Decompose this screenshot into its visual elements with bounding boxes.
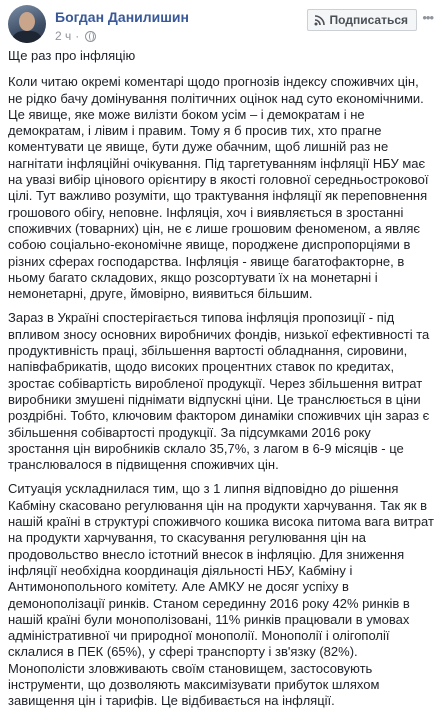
avatar[interactable] [8, 5, 46, 43]
post-time[interactable]: 2 ч [55, 29, 72, 43]
globe-icon [85, 31, 96, 42]
post-body [8, 48, 434, 718]
separator-dot: · [75, 29, 80, 43]
avatar-face [19, 12, 35, 31]
rss-icon [314, 14, 326, 26]
post-header [0, 0, 439, 46]
avatar-suit [11, 31, 43, 43]
subscribe-button[interactable] [307, 9, 417, 31]
post-title: Ще раз про інфляцію [8, 48, 136, 63]
post-paragraph: Зараз в Україні спостерігається типова інфляція пропозиції - під впливом зносу основних виробничих фондів, низької ефективності та продуктивність праці, збільшення вартості обладнання, сировини, напівфабрикатів, щодо високих процентних ставок по кредитах, зростає собівартість виробленої продукції. Через збільшення витрат виробники змушені піднімати відпускні ціни. Це транслюється в ціни роздрібні. Тобто, ключовим фактором динаміки споживчих цін зараз є збільшення собівартості продукції. За підсумками 2016 року зростання цін виробників склало 35,7%, з лагом в 6-9 місяців - це транслювалося в підвищення споживчих цін. [8, 310, 430, 473]
more-icon[interactable]: ••• [422, 10, 433, 25]
post-paragraph: Коли читаю окремі коментарі щодо прогнозів індексу споживчих цін, не рідко бачу домінування політичних оцінок над суто економічними. Це явище, яке може вилізти боком усім – і демократам і не демократам, і лівим і правим. Тому я б просив тих, хто прагне коментувати це явище, бути дуже обачним, щоб лишній раз не нагнітати інфляційні очікування. Під таргетуванням інфляції НБУ має на увазі вибір цінового орієнтиру в якості головної середньострокової цілі. Тут важливо розуміти, що трактування інфляції як переповнення грошового обігу, неповне. Інфляція, хоч і виявляється в зростанні споживчих (товарних) цін, не є лише грошовим феноменом, а являє собою соціально-економічне явище, породжене диспропорціями в різних сферах господарства. Інфляція - явище багатофакторне, в ньому багато складових, якщо розсортувати їх на монетарні і немонетарні, друге, ймовірно, виявиться більшим. [8, 74, 429, 302]
post-paragraph: Ситуація ускладнилася тим, що з 1 липня відповідно до рішення Кабміну скасовано регулювання цін на продукти харчування. Так як в нашій країні в структурі споживчого кошика висока питома вага витрат на продукти харчування, то скасування регулювання цін на продовольство внесло істотний внесок в інфляцію. Для зниження інфляції необхідна координація діяльності НБУ, Кабміну і Антимонопольного комітету. Але АМКУ не досяг успіху в демонополізації ринків. Станом серединну 2016 року 42% ринків в нашій країні були монополізовані, 11% ринків працювали в умовах адміністративної чи природної монополії. Монополії і олігополії склалися в ПЕК (65%), у сфері транспорту і зв'язку (82%). Монополісти зловживають своїм становищем, застосовують інструменти, що дозволяють максимізувати прибуток шляхом завищення цін і тарифів. Це відбивається на інфляції. [8, 481, 434, 709]
post-meta [55, 29, 96, 43]
author-name[interactable]: Богдан Данилишин [55, 9, 189, 25]
subscribe-label: Подписаться [329, 13, 408, 27]
